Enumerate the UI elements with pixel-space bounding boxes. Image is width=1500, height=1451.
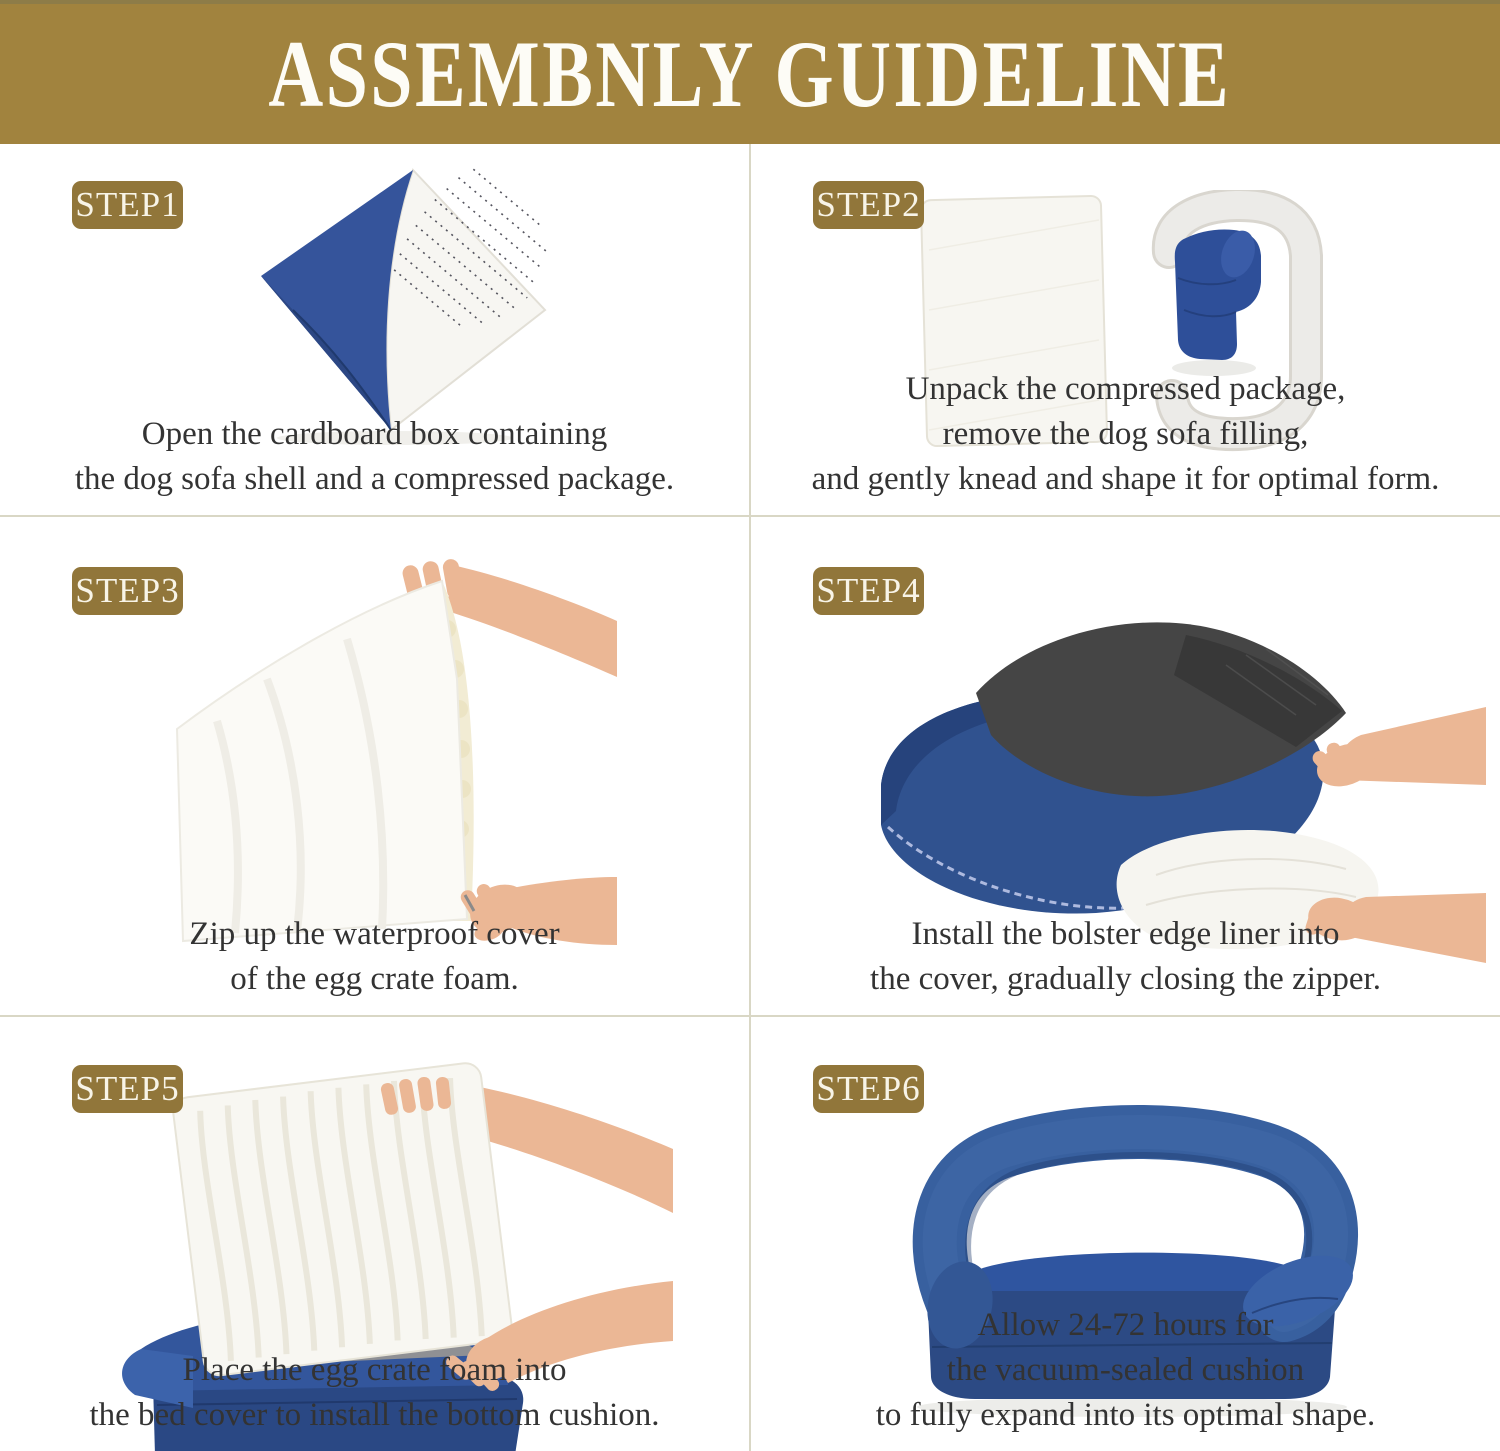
step1-image xyxy=(223,158,563,450)
step5-caption xyxy=(0,1348,749,1438)
steps-grid xyxy=(0,144,1500,1451)
caption-line: the bed cover to install the bottom cushion. xyxy=(89,1397,660,1433)
step3-image xyxy=(147,559,617,959)
step3-cell xyxy=(0,517,751,1017)
step4-label: STEP4 xyxy=(816,571,921,610)
caption-line: Allow 24-72 hours for xyxy=(977,1307,1274,1343)
step2-label: STEP2 xyxy=(816,185,921,224)
step6-cell xyxy=(751,1017,1500,1451)
step3-badge xyxy=(72,567,183,615)
caption-line: Place the egg crate foam into xyxy=(182,1352,567,1388)
caption-line: of the egg crate foam. xyxy=(230,961,519,997)
step4-cell xyxy=(751,517,1500,1017)
caption-line: the dog sofa shell and a compressed package. xyxy=(74,461,675,497)
caption-line: the cover, gradually closing the zipper. xyxy=(870,961,1381,997)
step1-caption xyxy=(0,412,749,502)
caption-line: and gently knead and shape it for optimal form. xyxy=(811,461,1440,497)
caption-line: to fully expand into its optimal shape. xyxy=(875,1397,1376,1433)
page-title: ASSEMBNLY GUIDELINE xyxy=(268,21,1232,127)
caption-line: remove the dog sofa filling, xyxy=(942,416,1309,452)
white-pillow-panel xyxy=(386,170,545,430)
step5-cell xyxy=(0,1017,751,1451)
step3-label: STEP3 xyxy=(75,571,180,610)
white-cover-sheet xyxy=(177,581,467,941)
step4-image xyxy=(826,575,1486,965)
caption-line: Unpack the compressed package, xyxy=(905,371,1346,407)
step1-badge xyxy=(72,181,183,229)
folded-sofa-shell-illustration xyxy=(223,158,563,450)
step2-badge xyxy=(813,181,924,229)
egg-crate-foam-slab xyxy=(171,1061,513,1377)
step4-caption xyxy=(751,912,1500,1002)
step3-caption xyxy=(0,912,749,1002)
waterproof-cover-illustration xyxy=(147,559,617,959)
step1-label: STEP1 xyxy=(75,185,180,224)
step2-cell xyxy=(751,144,1500,517)
step2-caption xyxy=(751,367,1500,502)
caption-line: Open the cardboard box containing xyxy=(141,416,608,452)
blue-mini-sofa xyxy=(1174,226,1260,360)
step1-cell xyxy=(0,144,751,517)
step6-caption xyxy=(751,1303,1500,1438)
caption-line: Zip up the waterproof cover xyxy=(189,916,560,952)
upper-arm xyxy=(447,565,617,677)
step4-badge xyxy=(813,567,924,615)
caption-line: Install the bolster edge liner into xyxy=(911,916,1340,952)
step5-label: STEP5 xyxy=(75,1069,180,1108)
step6-label: STEP6 xyxy=(816,1069,921,1108)
caption-line: the vacuum-sealed cushion xyxy=(946,1352,1305,1388)
step6-badge xyxy=(813,1065,924,1113)
header-banner xyxy=(0,0,1500,144)
bolster-liner-install-illustration xyxy=(826,575,1486,965)
step5-badge xyxy=(72,1065,183,1113)
